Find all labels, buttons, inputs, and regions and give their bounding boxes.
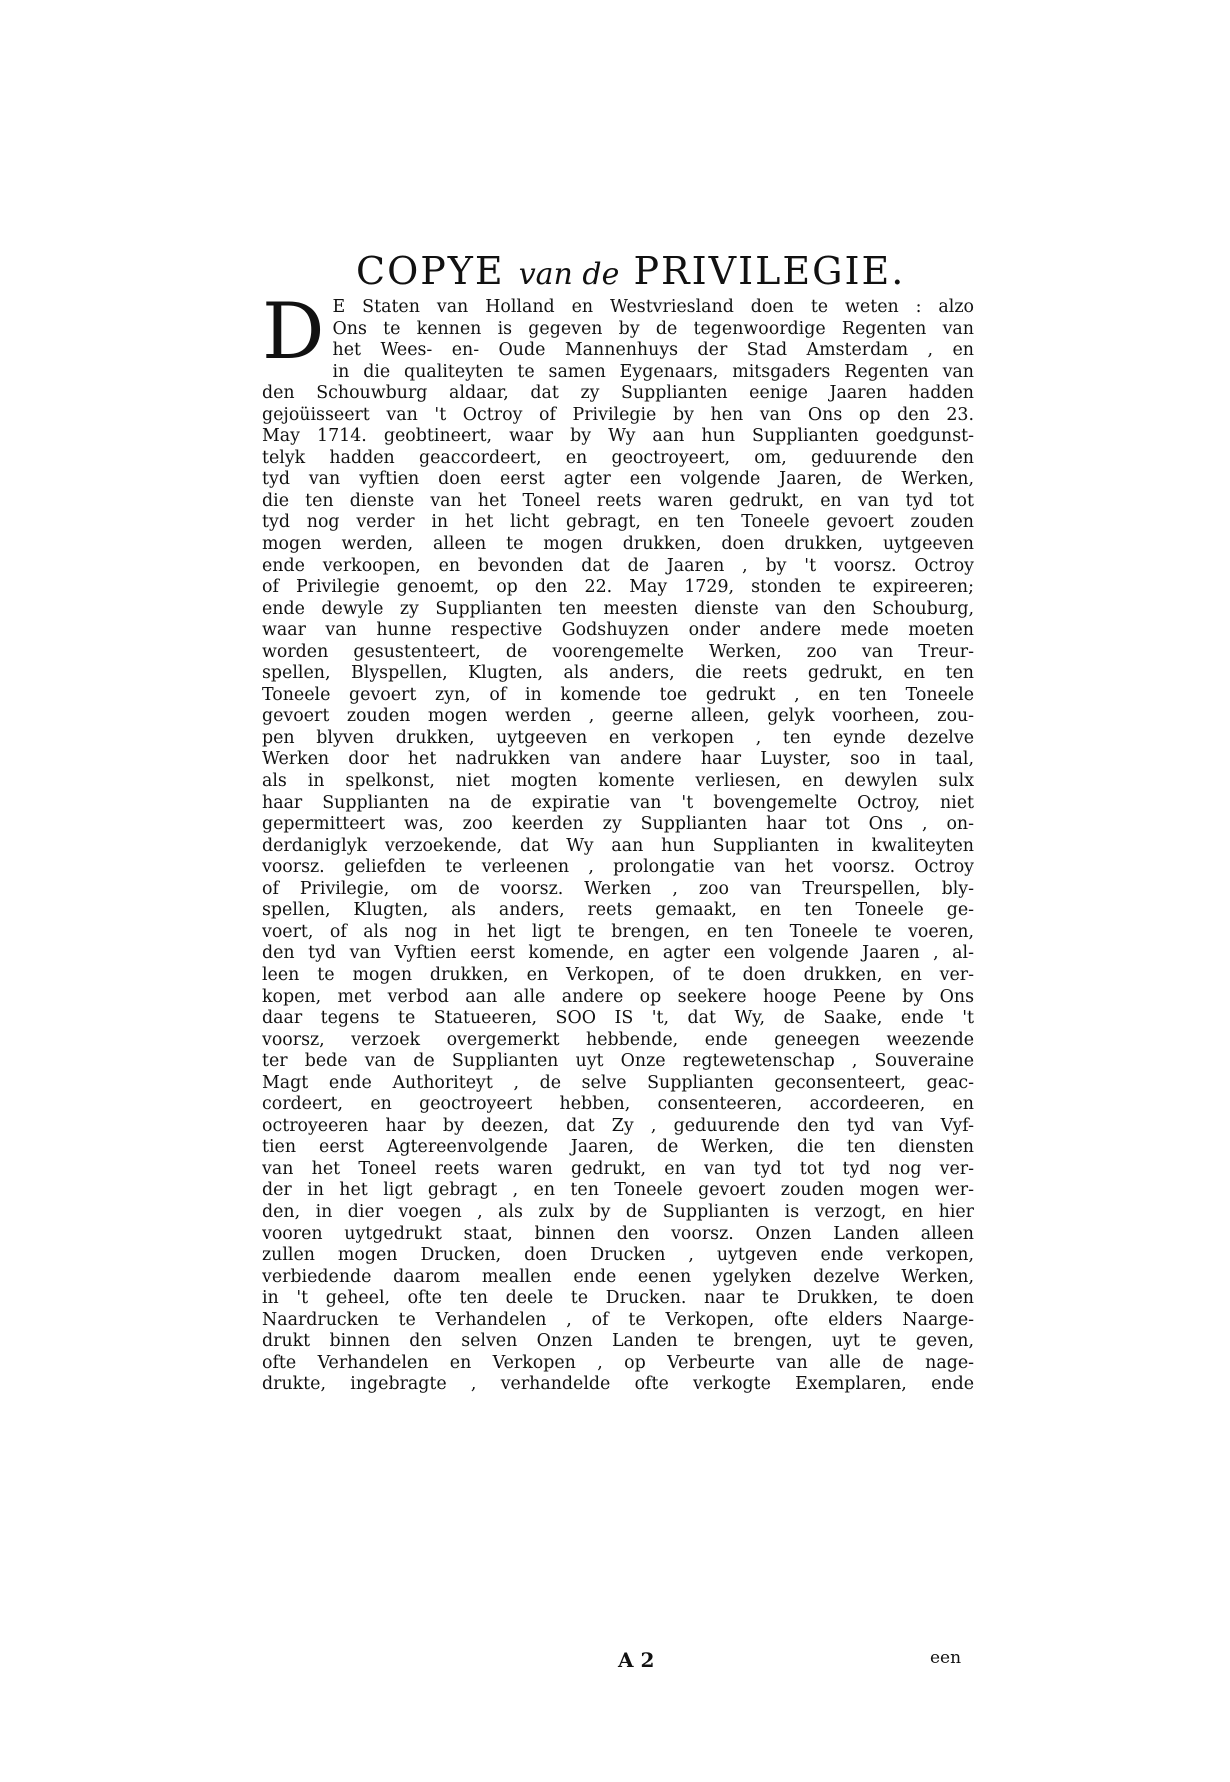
text-line: die ten dienste van het Toneel reets waren gedrukt, en van tyd tot: [262, 490, 974, 511]
text-line: voert, of als nog in het ligt te brengen, en ten Toneele te voeren,: [262, 921, 974, 942]
text-line: gejoüisseert van 't Octroy of Privilegie by hen van Ons op den 23.: [262, 404, 974, 425]
catchword: een: [930, 1648, 962, 1668]
title-part-1: COPYE: [356, 249, 505, 293]
text-line: Ons te kennen is gegeven by de tegenwoordige Regenten van: [332, 318, 974, 339]
text-line: worden gesustenteert, de voorengemelte Werken, zoo van Treur-: [262, 641, 974, 662]
page-title: [356, 247, 956, 299]
text-line: spellen, Blyspellen, Klugten, als anders, die reets gedrukt, en ten: [262, 663, 974, 684]
text-line: waar van hunne respective Godshuyzen onder andere mede moeten: [262, 620, 974, 641]
text-line: tyd nog verder in het licht gebragt, en ten Toneele gevoert zouden: [262, 512, 974, 533]
text-line: voorsz, verzoek overgemerkt hebbende, ende geneegen weezende: [262, 1029, 974, 1050]
text-line: daar tegens te Statueeren, SOO IS 't, dat Wy, de Saake, ende 't: [262, 1008, 974, 1029]
text-line: haar Supplianten na de expiratie van 't bovengemelte Octroy, niet: [262, 792, 974, 813]
text-line: in 't geheel, ofte ten deele te Drucken. naar te Drukken, te doen: [262, 1288, 974, 1309]
text-line: derdaniglyk verzoekende, dat Wy aan hun Supplianten in kwaliteyten: [262, 835, 974, 856]
text-line: der in het ligt gebragt , en ten Toneele gevoert zouden mogen wer-: [262, 1180, 974, 1201]
text-line: cordeert, en geoctroyeert hebben, consenteeren, accordeeren, en: [262, 1094, 974, 1115]
text-line: den Schouwburg aldaar, dat zy Supplianten eenige Jaaren hadden: [262, 383, 974, 404]
text-line: May 1714. geobtineert, waar by Wy aan hun Supplianten goedgunst-: [262, 426, 974, 447]
text-line: Naardrucken te Verhandelen , of te Verkopen, ofte elders Naarge-: [262, 1309, 974, 1330]
text-line: leen te mogen drukken, en Verkopen, of te doen drukken, en ver-: [262, 964, 974, 985]
text-line: tyd van vyftien doen eerst agter een volgende Jaaren, de Werken,: [262, 469, 974, 490]
signature-mark: A 2: [618, 1648, 655, 1672]
text-line: ofte Verhandelen en Verkopen , op Verbeurte van alle de nage-: [262, 1352, 974, 1373]
text-line: drukt binnen den selven Onzen Landen te brengen, uyt te geven,: [262, 1331, 974, 1352]
text-line: kopen, met verbod aan alle andere op seekere hooge Peene by Ons: [262, 986, 974, 1007]
text-line: of Privilegie, om de voorsz. Werken , zoo van Treurspellen, bly-: [262, 878, 974, 899]
text-line: drukte, ingebragte , verhandelde ofte verkogte Exemplaren, ende: [262, 1374, 974, 1395]
body-text: [262, 287, 974, 1396]
text-line: in die qualiteyten te samen Eygenaars, mitsgaders Regenten van: [332, 361, 974, 382]
text-line: vooren uytgedrukt staat, binnen den voorsz. Onzen Landen alleen: [262, 1223, 974, 1244]
text-line: verbiedende daarom meallen ende eenen ygelyken dezelve Werken,: [262, 1266, 974, 1287]
text-line: voorsz. geliefden te verleenen , prolongatie van het voorsz. Octroy: [262, 857, 974, 878]
text-line: gepermitteert was, zoo keerden zy Supplianten haar tot Ons , on-: [262, 814, 974, 835]
title-part-small: van de: [518, 257, 620, 292]
text-line: ter bede van de Supplianten uyt Onze regtewetenschap , Souveraine: [262, 1051, 974, 1072]
text-line: Toneele gevoert zyn, of in komende toe gedrukt , en ten Toneele: [262, 684, 974, 705]
text-line: van het Toneel reets waren gedrukt, en van tyd tot tyd nog ver-: [262, 1158, 974, 1179]
title-part-2: PRIVILEGIE.: [633, 249, 906, 293]
text-line: ende dewyle zy Supplianten ten meesten dienste van den Schouburg,: [262, 598, 974, 619]
text-line: als in spelkonst, niet mogten komente verliesen, en dewylen sulx: [262, 771, 974, 792]
drop-cap: D: [262, 287, 325, 377]
text-line: telyk hadden geaccordeert, en geoctroyeert, om, geduurende den: [262, 447, 974, 468]
text-line: zullen mogen Drucken, doen Drucken , uytgeven ende verkopen,: [262, 1245, 974, 1266]
text-line: Magt ende Authoriteyt , de selve Supplianten geconsenteert, geac-: [262, 1072, 974, 1093]
text-line: het Wees- en- Oude Mannenhuys der Stad Amsterdam , en: [332, 340, 974, 361]
text-line: mogen werden, alleen te mogen drukken, doen drukken, uytgeeven: [262, 534, 974, 555]
text-line: den, in dier voegen , als zulx by de Supplianten is verzogt, en hier: [262, 1201, 974, 1222]
text-line: of Privilegie genoemt, op den 22. May 1729, stonden te expireeren;: [262, 577, 974, 598]
text-line: gevoert zouden mogen werden , geerne alleen, gelyk voorheen, zou-: [262, 706, 974, 727]
text-line: den tyd van Vyftien eerst komende, en agter een volgende Jaaren , al-: [262, 943, 974, 964]
text-line: ende verkoopen, en bevonden dat de Jaaren , by 't voorsz. Octroy: [262, 555, 974, 576]
text-line: tien eerst Agtereenvolgende Jaaren, de Werken, die ten diensten: [262, 1137, 974, 1158]
text-line: spellen, Klugten, als anders, reets gemaakt, en ten Toneele ge-: [262, 900, 974, 921]
text-line: pen blyven drukken, uytgeeven en verkopen , ten eynde dezelve: [262, 727, 974, 748]
text-line: Werken door het nadrukken van andere haar Luyster, soo in taal,: [262, 749, 974, 770]
text-line: octroyeeren haar by deezen, dat Zy , geduurende den tyd van Vyf-: [262, 1115, 974, 1136]
text-line: E Staten van Holland en Westvriesland doen te weten : alzo: [332, 297, 974, 317]
